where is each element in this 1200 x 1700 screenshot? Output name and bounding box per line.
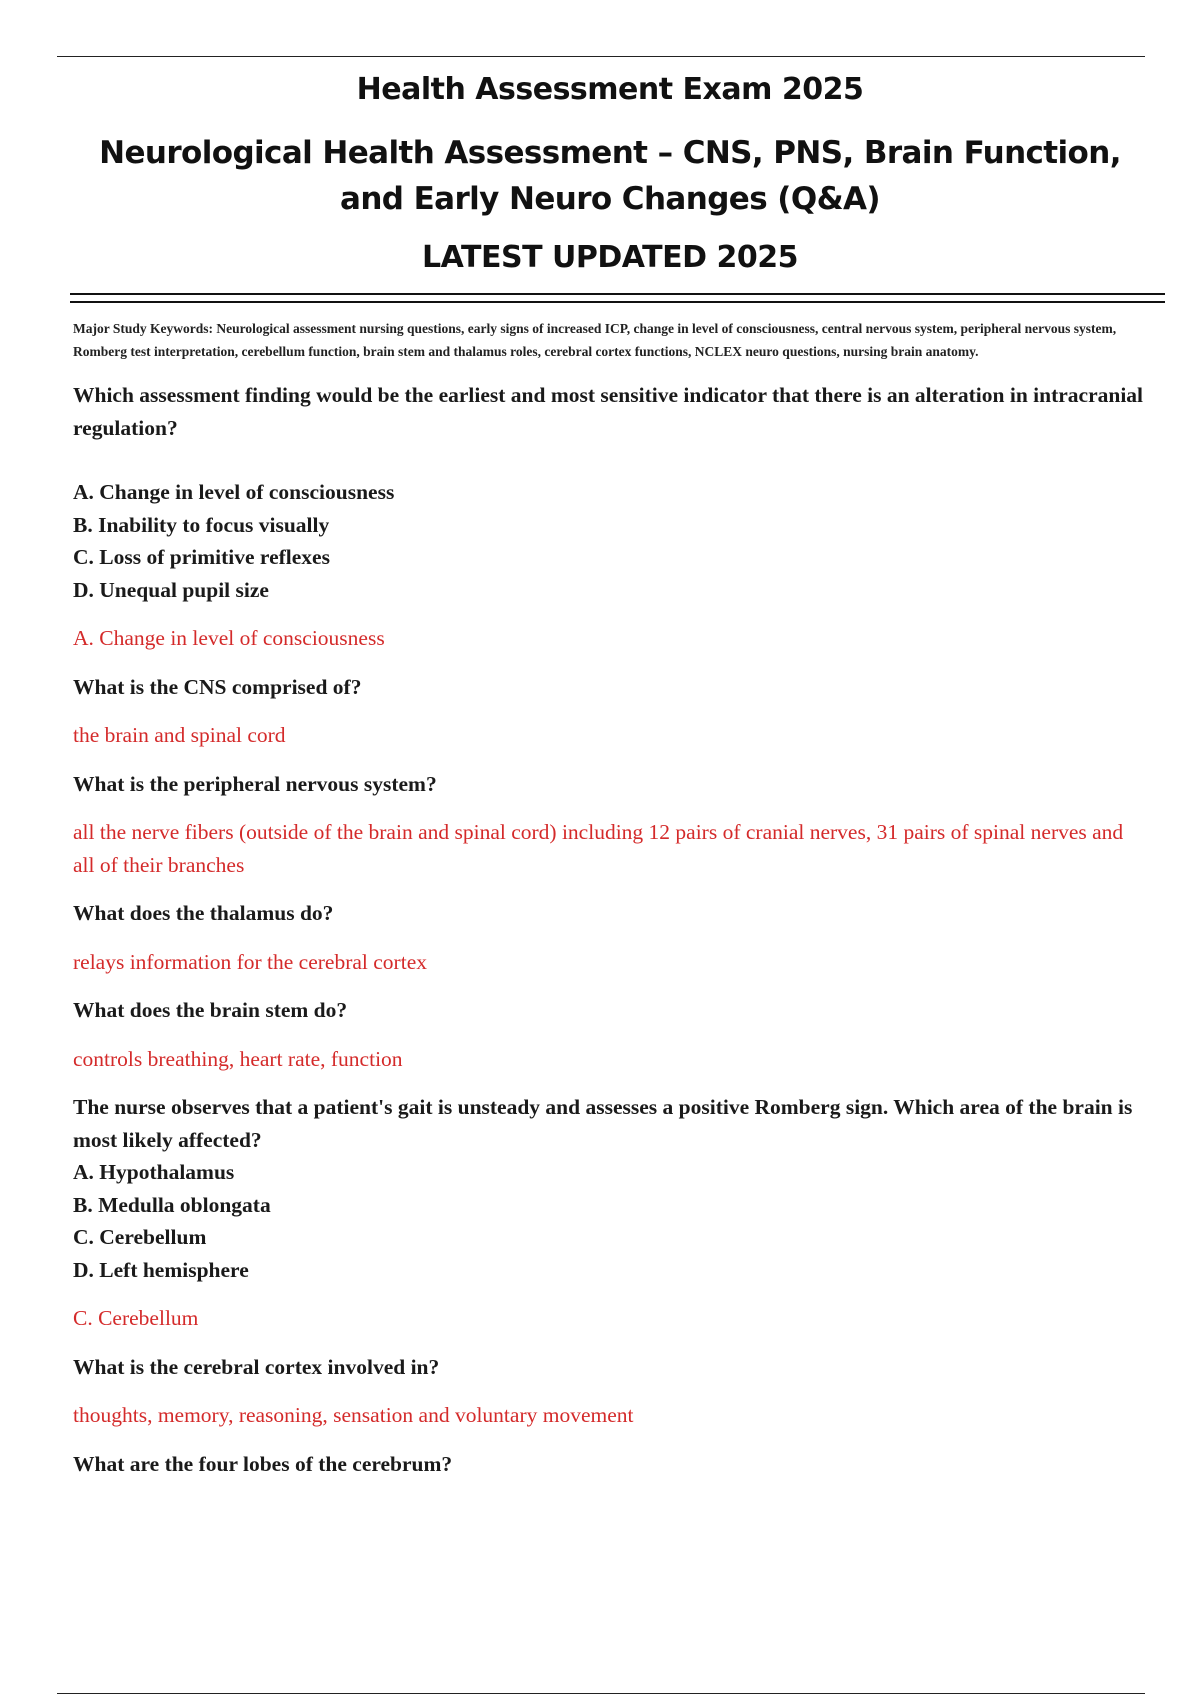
option: C. Cerebellum [73, 1225, 207, 1249]
answer-1: A. Change in level of consciousness [73, 626, 385, 650]
question-4: What does the thalamus do? [73, 901, 334, 925]
option: D. Left hemisphere [73, 1257, 249, 1282]
header-divider [70, 293, 1165, 303]
answer-3: all the nerve fibers (outside of the brain and spinal cord) including 12 pairs of cranial nerves, 31 pairs of spinal nerves and all of their branches [73, 820, 1124, 877]
question-8: What are the four lobes of the cerebrum? [73, 1451, 453, 1476]
question-1-options [73, 476, 1148, 606]
subject-title: Neurological Health Assessment – CNS, PNS, Brain Function, and Early Neuro Changes (Q&A) [99, 135, 1121, 217]
question-5: What does the brain stem do? [73, 998, 348, 1022]
document-header [70, 70, 1150, 278]
option: A. Change in level of consciousness [73, 480, 395, 504]
question-1: Which assessment finding would be the earliest and most sensitive indicator that there is an alteration in intracranial regulation? [73, 383, 1144, 440]
option: C. Loss of primitive reflexes [73, 545, 330, 569]
option: A. Hypothalamus [73, 1160, 235, 1184]
option: B. Medulla oblongata [73, 1192, 271, 1217]
question-2: What is the CNS comprised of? [73, 674, 362, 699]
document-body [73, 318, 1148, 1480]
option: D. Unequal pupil size [73, 577, 269, 602]
answer-2: the brain and spinal cord [73, 723, 286, 747]
updated-title: LATEST UPDATED 2025 [422, 240, 798, 275]
answer-6: C. Cerebellum [73, 1306, 199, 1330]
question-6: The nurse observes that a patient's gait is unsteady and assesses a positive Romberg sign. Which area of the brain is most likely affected? [73, 1095, 1133, 1152]
top-rule [57, 56, 1145, 57]
answer-4: relays information for the cerebral cortex [73, 949, 427, 974]
exam-title: Health Assessment Exam 2025 [356, 72, 864, 107]
option: B. Inability to focus visually [73, 512, 330, 537]
question-3: What is the peripheral nervous system? [73, 771, 437, 796]
question-6-options [73, 1156, 1148, 1286]
answer-5: controls breathing, heart rate, function [73, 1046, 403, 1071]
question-7: What is the cerebral cortex involved in? [73, 1354, 440, 1379]
bottom-rule [57, 1693, 1145, 1694]
study-keywords: Major Study Keywords: Neurological assessment nursing questions, early signs of increased ICP, change in level of consciousness, central nervous system, peripheral nervous system, Romberg test interpretation, cerebellum function, brain stem and thalamus roles, cerebral cortex functions, NCLEX neuro questions, nursing brain anatomy. [73, 321, 1117, 359]
answer-7: thoughts, memory, reasoning, sensation and voluntary movement [73, 1403, 634, 1427]
